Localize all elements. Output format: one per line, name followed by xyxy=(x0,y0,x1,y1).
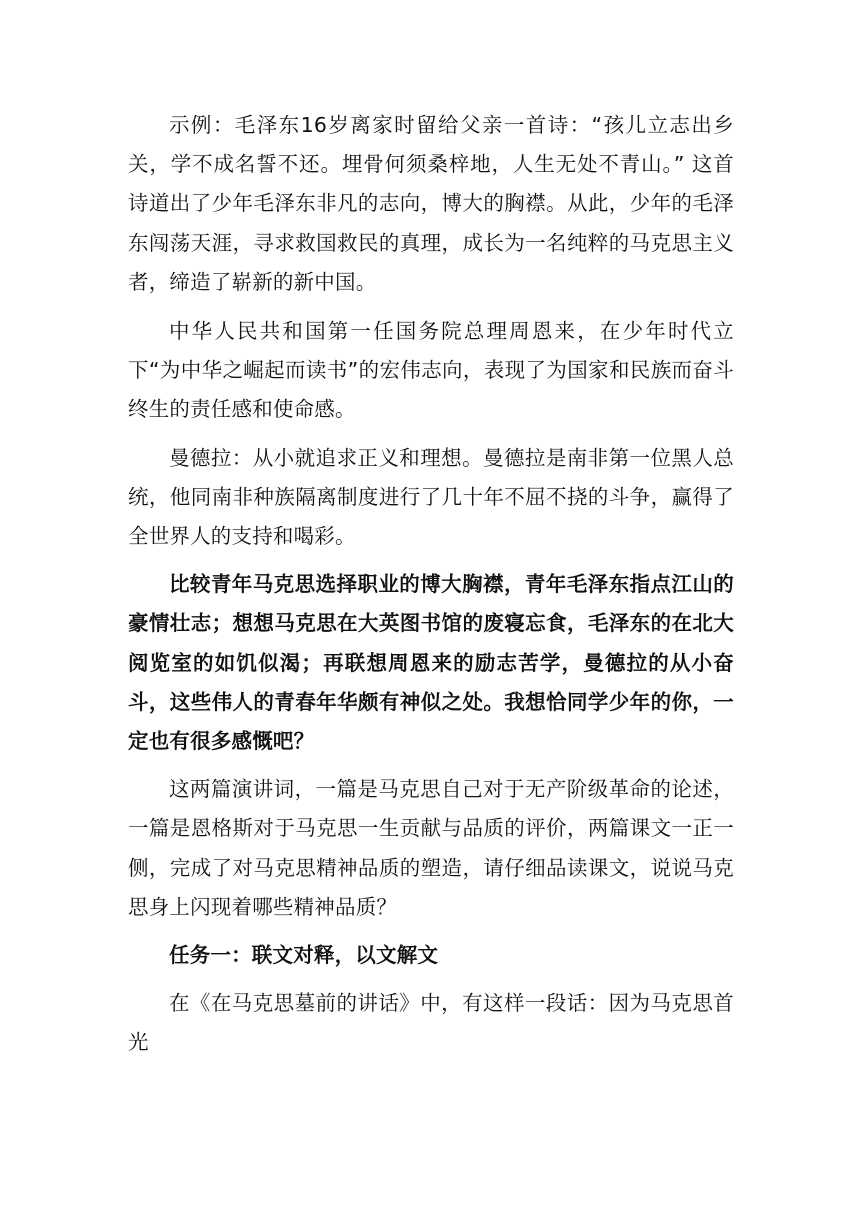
task-one-heading: 任务一：联文对释，以文解文 xyxy=(169,943,439,968)
paragraph-zhou-enlai: 中华人民共和国第一任国务院总理周恩来，在少年时代立下“为中华之崛起而读书”的宏伟志向，表现了为国家和民族而奋斗终生的责任感和使命感。 xyxy=(128,319,734,422)
document-body xyxy=(128,106,734,1063)
paragraph-example-mao: 示例：毛泽东16岁离家时留给父亲一首诗：“孩儿立志出乡关，学不成名誓不还。埋骨何须桑梓地，人生无处不青山。” 这首诗道出了少年毛泽东非凡的志向，博大的胸襟。从此，少年的毛泽东闯荡天涯，寻求救国救民的真理，成长为一名纯粹的马克思主义者，缔造了崭新的新中国。 xyxy=(128,113,734,294)
paragraph-mandela: 曼德拉：从小就追求正义和理想。曼德拉是南非第一位黑人总统，他同南非种族隔离制度进行了几十年不屈不挠的斗争，赢得了全世界人的支持和喝彩。 xyxy=(128,445,734,549)
paragraph-task-one-intro: 在《在马克思墓前的讲话》中，有这样一段话：因为马克思首光 xyxy=(128,991,734,1055)
paragraph-two-speeches: 这两篇演讲词，一篇是马克思自己对于无产阶级革命的论述，一篇是恩格斯对于马克思一生贡献与品质的评价，两篇课文一正一侧，完成了对马克思精神品质的塑造，请仔细品读课文，说说马克思身上闪现着哪些精神品质？ xyxy=(128,777,734,919)
paragraph-comparison: 比较青年马克思选择职业的博大胸襟，青年毛泽东指点江山的豪情壮志；想想马克思在大英图书馆的废寝忘食，毛泽东的在北大阅览室的如饥似渴；再联想周恩来的励志苦学，曼德拉的从小奋斗，这些伟人的青春年华颇有神似之处。我想恰同学少年的你，一定也有很多感慨吧？ xyxy=(128,572,734,754)
